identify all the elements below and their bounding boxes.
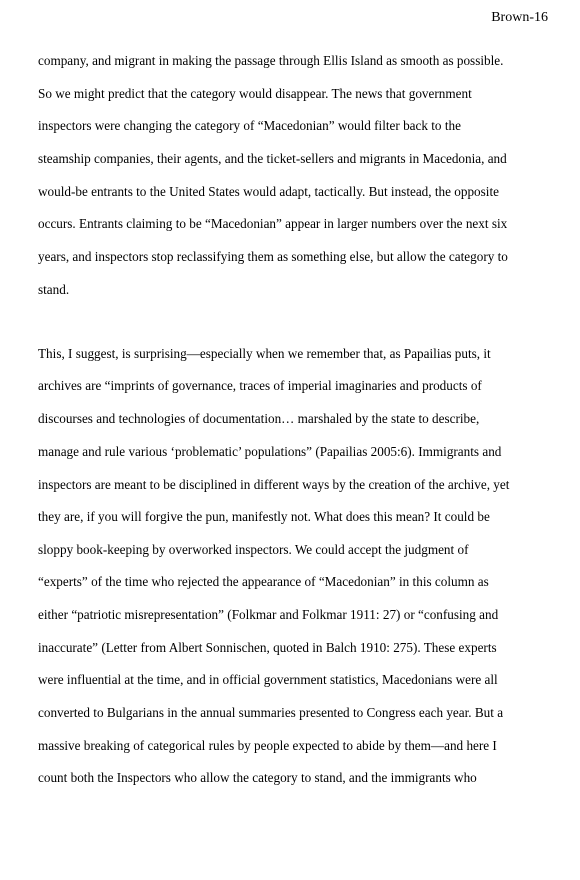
text-line: “experts” of the time who rejected the appearance of “Macedonian” in this column as [38, 574, 489, 589]
text-line: stand. [38, 282, 70, 297]
text-line: discourses and technologies of documentation… marshaled by the state to describe, [38, 411, 480, 426]
text-line: years, and inspectors stop reclassifying them as something else, but allow the category to [38, 249, 508, 264]
running-head: Brown-16 [491, 10, 548, 25]
text-line: inspectors were changing the category of “Macedonian” would filter back to the [38, 118, 461, 133]
text-line: would-be entrants to the United States would adapt, tactically. But instead, the opposite [38, 184, 499, 199]
text-line: occurs. Entrants claiming to be “Macedonian” appear in larger numbers over the next six [38, 216, 508, 231]
text-line: they are, if you will forgive the pun, manifestly not. What does this mean? It could be [38, 509, 490, 524]
text-line: inaccurate” (Letter from Albert Sonnischen, quoted in Balch 1910: 275). These experts [38, 640, 497, 655]
text-line: count both the Inspectors who allow the category to stand, and the immigrants who [38, 770, 477, 785]
text-line: So we might predict that the category would disappear. The news that government [38, 86, 472, 101]
text-line: either “patriotic misrepresentation” (Folkmar and Folkmar 1911: 27) or “confusing and [38, 607, 499, 622]
text-line: steamship companies, their agents, and the ticket-sellers and migrants in Macedonia, and [38, 151, 507, 166]
text-line: This, I suggest, is surprising—especially when we remember that, as Papailias puts, it [38, 346, 491, 361]
text-line: sloppy book-keeping by overworked inspectors. We could accept the judgment of [38, 542, 469, 557]
text-line: manage and rule various ‘problematic’ populations” (Papailias 2005:6). Immigrants and [38, 444, 502, 459]
text-line: company, and migrant in making the passage through Ellis Island as smooth as possible. [38, 53, 504, 68]
text-line: inspectors are meant to be disciplined in different ways by the creation of the archive, yet [38, 477, 510, 492]
text-line: massive breaking of categorical rules by people expected to abide by them—and here I [38, 738, 497, 753]
text-line: archives are “imprints of governance, traces of imperial imaginaries and products of [38, 378, 482, 393]
text-line: were influential at the time, and in official government statistics, Macedonians were all [38, 672, 498, 687]
text-line: converted to Bulgarians in the annual summaries presented to Congress each year. But a [38, 705, 504, 720]
